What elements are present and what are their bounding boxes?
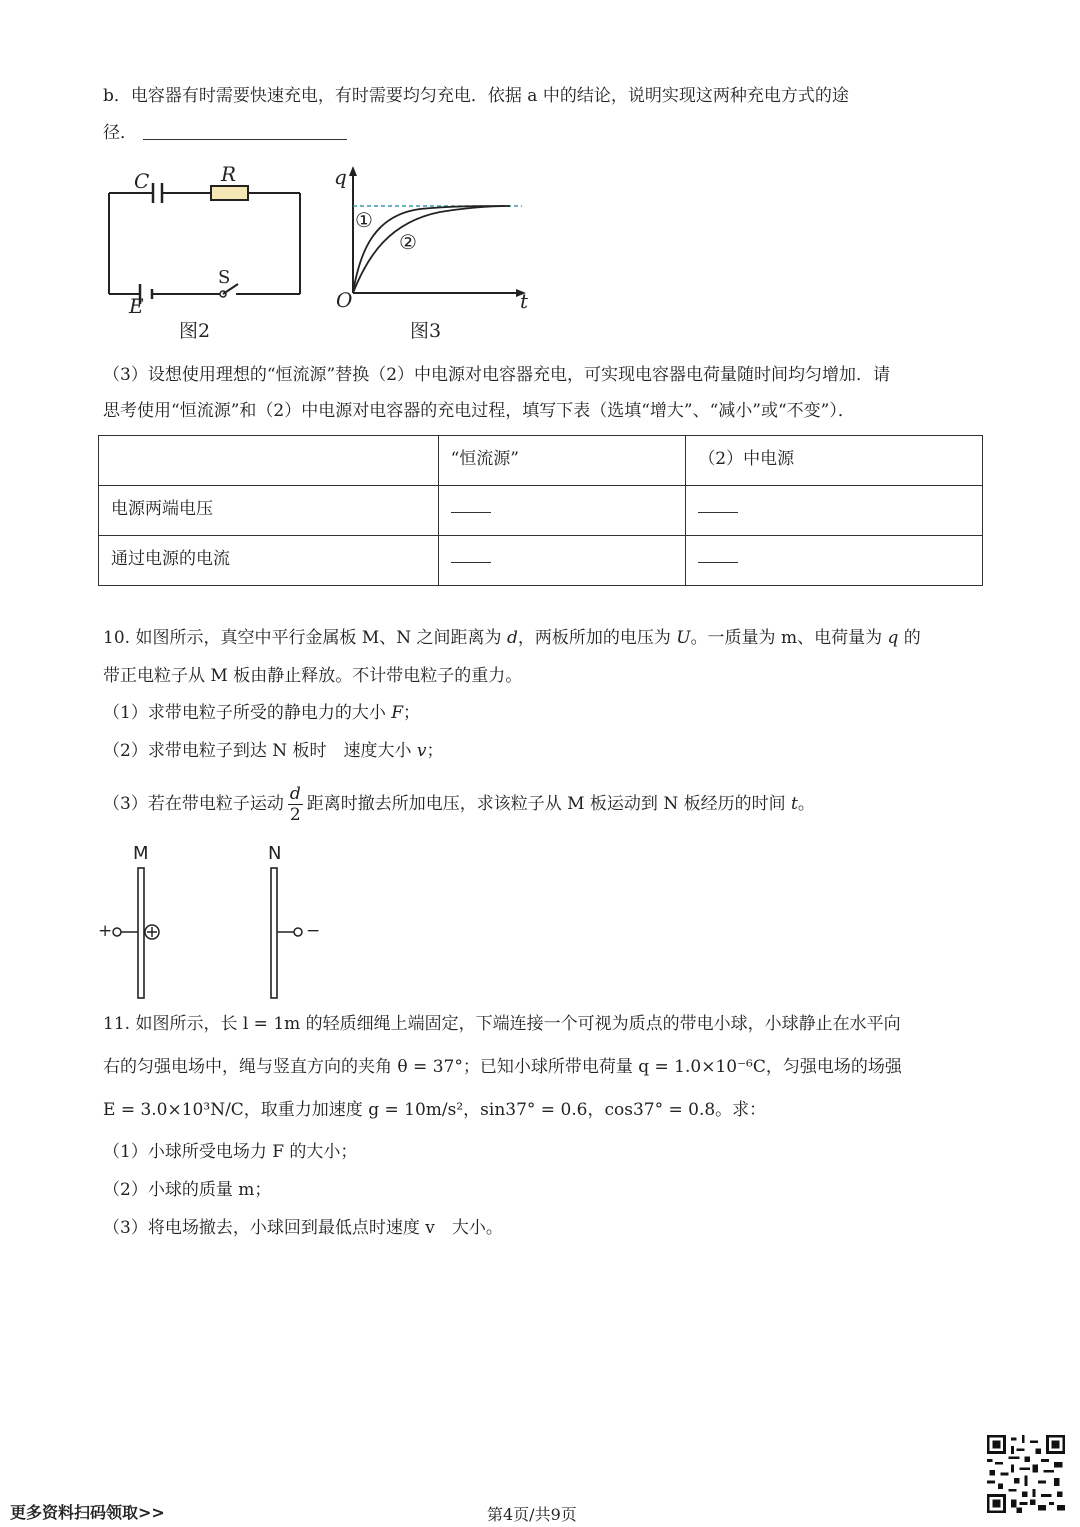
q11-line2: 右的匀强电场中，绳与竖直方向的夹角 θ = 37°；已知小球所带电荷量 q = 1.0×10⁻⁶C，匀强电场的场强	[103, 1057, 902, 1077]
label-t: t	[520, 289, 529, 313]
label-O: O	[336, 288, 353, 312]
table-cell	[438, 486, 686, 536]
q11-part2: （2）小球的质量 m；	[103, 1180, 272, 1200]
var-d: d	[506, 628, 518, 648]
q10-line2: 带正电粒子从 M 板由静止释放。不计带电粒子的重力。	[103, 666, 523, 686]
q10-text: 。	[797, 794, 815, 814]
q11-line1: 11. 如图所示，长 l = 1m 的轻质细绳上端固定，下端连接一个可视为质点的带电小球，小球静止在水平向	[103, 1014, 901, 1034]
capacitor-symbol	[153, 183, 162, 203]
answer-blank	[143, 121, 347, 140]
table-row	[99, 486, 983, 536]
var-v: v	[416, 741, 427, 761]
table-cell	[438, 536, 686, 586]
var-q: q	[887, 628, 899, 648]
curve-1-label: ①	[355, 208, 373, 232]
page-number: 第4页/共9页	[487, 1505, 577, 1524]
table-cell	[686, 536, 983, 586]
var-F: F	[391, 703, 404, 723]
plate-M	[138, 868, 144, 998]
q9b-line2	[103, 121, 347, 145]
q9c-line1: （3）设想使用理想的“恒流源”替换（2）中电源对电容器充电，可实现电容器电荷量随时间均匀增加．请	[103, 365, 891, 385]
figure-3-caption: 图3	[410, 320, 442, 342]
q11-part1: （1）小球所受电场力 F 的大小；	[103, 1142, 358, 1162]
label-S: S	[218, 267, 231, 288]
q10-text: （3）若在带电粒子运动	[103, 794, 284, 814]
q10-text: 的	[898, 628, 921, 648]
q9b-line2-text: 径．	[103, 123, 137, 143]
footer-promo-link[interactable]: 更多资料扫码领取>>	[10, 1503, 165, 1522]
figure-3-graph	[330, 160, 530, 310]
label-E: E	[129, 294, 144, 318]
var-U: U	[676, 628, 691, 648]
q10-text: 10. 如图所示，真空中平行金属板 M、N 之间距离为	[103, 628, 507, 648]
answer-table	[98, 435, 983, 586]
answer-blank	[698, 562, 738, 563]
q10-text: ，两板所加的电压为	[517, 628, 677, 648]
qr-code-image	[987, 1435, 1065, 1513]
q10-line1	[103, 626, 921, 650]
curve-2-label: ②	[399, 230, 417, 254]
terminal-minus	[294, 928, 302, 936]
minus-sign: −	[306, 921, 321, 941]
answer-blank	[698, 512, 738, 513]
terminal-plus	[113, 928, 121, 936]
plate-N-label: N	[268, 843, 282, 864]
fraction-denominator: 2	[289, 805, 301, 825]
table-row	[99, 536, 983, 586]
fraction-d-over-2	[288, 784, 303, 825]
table-cell	[686, 486, 983, 536]
curve-2	[353, 206, 510, 293]
plus-sign: +	[98, 921, 113, 941]
table-header-cell: “恒流源”	[438, 436, 686, 486]
q9c-line2: 思考使用“恒流源”和（2）中电源对电容器的充电过程，填写下表（选填“增大”、“减小”或“不变”）．	[103, 401, 855, 421]
q10-part1	[103, 701, 420, 725]
q10-part2	[103, 739, 444, 763]
resistor-symbol	[211, 186, 248, 200]
table-header-row	[99, 436, 983, 486]
q9b-line1: b．电容器有时需要快速充电，有时需要均匀充电．依据 a 中的结论，说明实现这两种充电方式的途	[103, 86, 849, 106]
table-row-label: 通过电源的电流	[99, 536, 439, 586]
q10-part3	[103, 782, 815, 826]
q10-text: ；	[426, 741, 444, 761]
parallel-plates-figure	[95, 860, 335, 1005]
q10-text: （2）求带电粒子到达 N 板时 速度大小	[103, 741, 417, 761]
q10-text: 。一质量为 m、电荷量为	[690, 628, 888, 648]
table-header-cell	[99, 436, 439, 486]
var-t: t	[791, 794, 798, 814]
q10-text: （1）求带电粒子所受的静电力的大小	[103, 703, 392, 723]
fraction-numerator: d	[289, 784, 301, 804]
q10-text: 距离时撤去所加电压，求该粒子从 M 板运动到 N 板经历的时间	[306, 794, 792, 814]
q10-text: ；	[403, 703, 421, 723]
plate-N	[271, 868, 277, 998]
label-q: q	[334, 165, 347, 189]
label-C: C	[134, 169, 150, 193]
answer-blank	[451, 512, 491, 513]
figure-2-caption: 图2	[179, 320, 211, 342]
plate-M-label: M	[133, 843, 149, 864]
q11-part3: （3）将电场撤去，小球回到最低点时速度 v 大小。	[103, 1218, 503, 1238]
table-row-label: 电源两端电压	[99, 486, 439, 536]
q11-line3: E = 3.0×10³N/C，取重力加速度 g = 10m/s²，sin37° = 0.6，cos37° = 0.8。求：	[103, 1100, 767, 1120]
answer-blank	[451, 562, 491, 563]
table-header-cell: （2）中电源	[686, 436, 983, 486]
label-R: R	[221, 162, 237, 186]
